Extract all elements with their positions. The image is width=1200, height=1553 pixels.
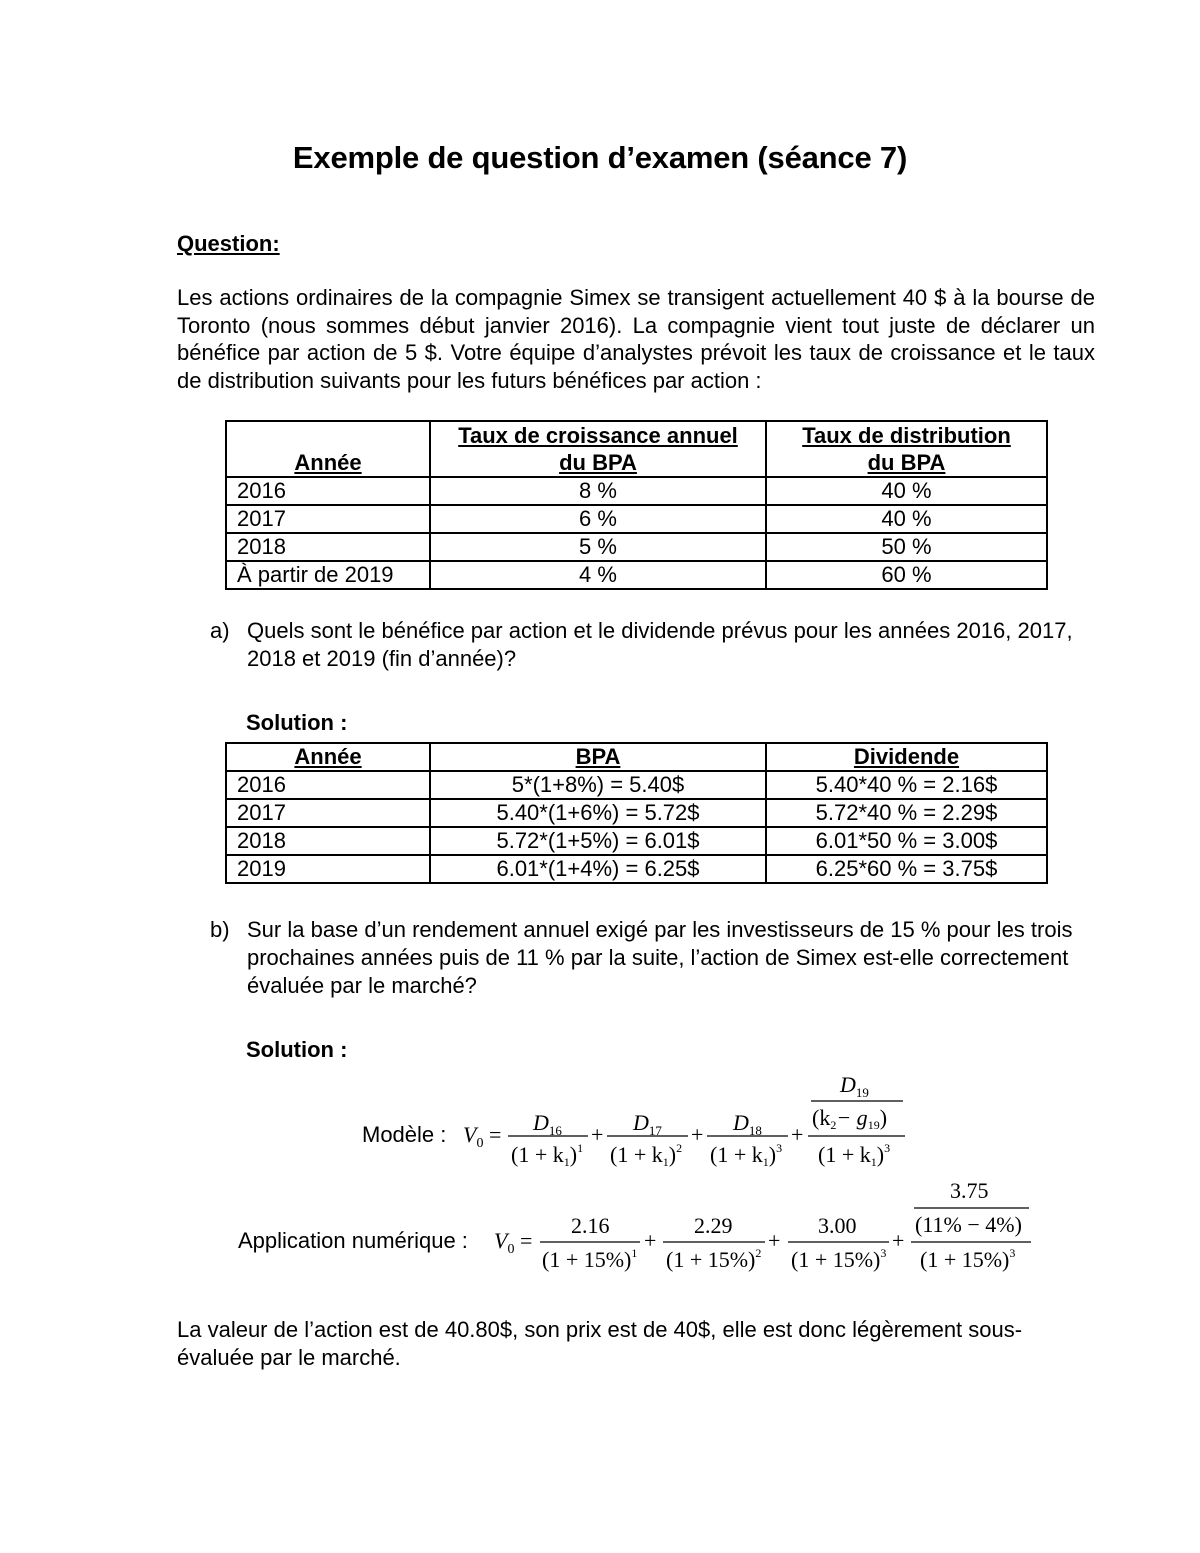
model-term2-den: $(1 + k1)^2$ [610,1141,683,1169]
table-cell: À partir de 2019 [226,561,430,589]
header-annee: Année [226,743,430,771]
numeric-term4-num-top: 3.75 [950,1178,989,1203]
table-cell: 6.01*50 % = 3.00$ [766,827,1047,855]
table-row [226,477,1047,505]
table-cell: 5.72*(1+5%) = 6.01$ [430,827,766,855]
numeric-term4-num-bottom: (11% − 4%) [915,1212,1022,1237]
numeric-term3-num: 3.00 [818,1213,857,1238]
numeric-term3-den: $(1 + 15\%)^3$ [791,1246,887,1272]
table-cell: 6.01*(1+4%) = 6.25$ [430,855,766,883]
table-cell: 2016 [226,477,430,505]
model-formula-label: Modèle : [362,1122,447,1147]
model-term3-num: $D_{18}$ [733,1110,762,1138]
plus-sign: + [644,1228,657,1253]
table-cell: 50 % [766,533,1047,561]
header-bpa: BPA [430,743,766,771]
table-row [226,505,1047,533]
model-term4-num-top: $D_{19}$ [840,1072,869,1100]
plus-sign: + [892,1228,905,1253]
table-cell: 2017 [226,799,430,827]
numeric-equals: = [520,1228,533,1253]
table-cell: 2019 [226,855,430,883]
table-row [226,771,1047,799]
plus-sign: + [591,1122,604,1147]
numeric-term2-den: $(1 + 15\%)^2$ [666,1246,762,1272]
numeric-term1-den: $(1 + 15\%)^1$ [542,1246,638,1272]
solution-a-label: Solution : [246,710,348,735]
table-cell: 6 % [430,505,766,533]
table-cell: 2018 [226,827,430,855]
plus-sign: + [768,1228,781,1253]
table-cell: 5.40*40 % = 2.16$ [766,771,1047,799]
table-row [226,561,1047,589]
header-payout-rate: Taux de distribution du BPA [766,421,1047,477]
conclusion-paragraph: La valeur de l’action est de 40.80$, son prix est de 40$, elle est donc légèrement sous-évaluée par le marché. [177,1317,1023,1370]
plus-sign: + [691,1122,704,1147]
model-term3-den: $(1 + k1)^3$ [710,1141,783,1169]
question-a-text: Quels sont le bénéfice par action et le dividende prévus pour les années 2016, 2017, 2018 et 2019 (fin d’année)? [247,618,1073,671]
model-term4-num-bottom: (k2− g19) [812,1105,888,1132]
table-row [226,855,1047,883]
question-b-label: b) [210,917,230,942]
question-a-label: a) [210,618,230,643]
model-term1-num: $D_{16}$ [533,1110,562,1138]
table-cell: 60 % [766,561,1047,589]
table-header-row [226,743,1047,771]
model-formula [0,1065,1200,1175]
table-cell: 40 % [766,505,1047,533]
numeric-lhs: $V_0$ [494,1228,515,1257]
table-cell: 5 % [430,533,766,561]
header-growth-rate: Taux de croissance annuel du BPA [430,421,766,477]
table-cell: 8 % [430,477,766,505]
numeric-term2-num: 2.29 [694,1213,733,1238]
model-equals: = [489,1122,502,1147]
numeric-formula [0,1175,1200,1280]
header-annee: Année [226,421,430,477]
table-cell: 5.72*40 % = 2.29$ [766,799,1047,827]
table-header-row [226,421,1047,477]
numeric-formula-label: Application numérique : [238,1228,468,1253]
table-row [226,799,1047,827]
table-cell: 6.25*60 % = 3.75$ [766,855,1047,883]
table-cell: 5*(1+8%) = 5.40$ [430,771,766,799]
table-cell: 40 % [766,477,1047,505]
solution-b-label: Solution : [246,1037,348,1062]
growth-payout-table [225,420,1048,590]
page-title: Exemple de question d’examen (séance 7) [292,140,908,175]
intro-paragraph: Les actions ordinaires de la compagnie Simex se transigent actuellement 40 $ à la bourse de Toronto (nous sommes début janvier 2016). La compagnie vient tout juste de déclarer un bénéfice par action de 5 $. Votre équipe d’analystes prévoit les taux de croissance et le taux de distribution suivants pour les futurs bénéfices par action : [177,285,1095,393]
table-cell: 2018 [226,533,430,561]
table-row [226,533,1047,561]
model-lhs: $V_0$ [463,1122,484,1151]
table-cell: 4 % [430,561,766,589]
model-term2-num: $D_{17}$ [633,1110,662,1138]
numeric-term1-num: 2.16 [571,1213,610,1238]
question-b-text: Sur la base d’un rendement annuel exigé par les investisseurs de 15 % pour les trois prochaines années puis de 11 % par la suite, l’action de Simex est-elle correctement évaluée par le marché? [247,917,1073,998]
header-dividende: Dividende [766,743,1047,771]
eps-dividend-table [225,742,1048,884]
numeric-term4-den: $(1 + 15\%)^3$ [920,1246,1016,1272]
table-cell: 2017 [226,505,430,533]
model-term1-den: $(1 + k1)^1$ [511,1141,584,1169]
table-row [226,827,1047,855]
table-cell: 2016 [226,771,430,799]
plus-sign: + [791,1122,804,1147]
question-heading: Question: [177,231,280,256]
model-term4-den: $(1 + k1)^3$ [818,1141,891,1169]
table-cell: 5.40*(1+6%) = 5.72$ [430,799,766,827]
